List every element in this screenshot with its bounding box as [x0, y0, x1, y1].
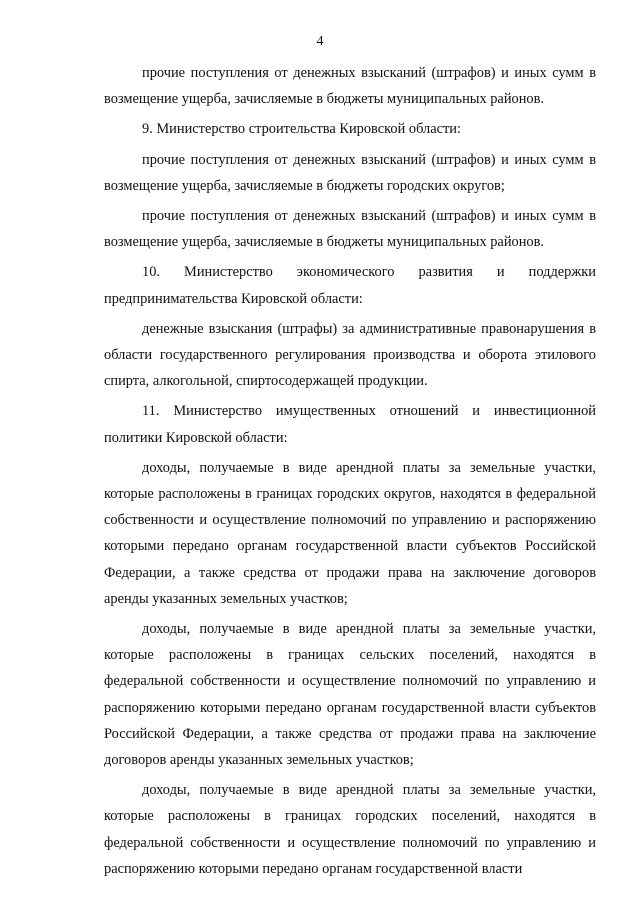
page-number: 4: [316, 34, 324, 49]
paragraph-1: прочие поступления от денежных взысканий (штрафов) и иных сумм в возмещение ущерба, зачисляемые в бюджеты муниципальных районов.: [104, 65, 596, 108]
paragraph-ministry-11: 11. Министерство имущественных отношений и инвестиционной политики Кировской области:: [104, 403, 596, 446]
paragraph-9: доходы, получаемые в виде арендной платы за земельные участки, которые расположены в границах сельских поселений, находятся в федеральной собственности и осуществление полномочий по управлению и распоряжению которыми передано органам государственной власти субъектов Российской Федерации, а также средства от продажи права на заключение договоров аренды указанных земельных участков;: [104, 621, 596, 769]
paragraph-ministry-9: 9. Министерство строительства Кировской области:: [142, 121, 461, 138]
paragraph-4: прочие поступления от денежных взысканий (штрафов) и иных сумм в возмещение ущерба, зачисляемые в бюджеты муниципальных районов.: [104, 208, 596, 251]
paragraph-10: доходы, получаемые в виде арендной платы за земельные участки, которые расположены в границах городских поселений, находятся в федеральной собственности и осуществление полномочий по управлению и распоряжению которыми передано органам государственной власти: [104, 782, 596, 877]
paragraph-8: доходы, получаемые в виде арендной платы за земельные участки, которые расположены в границах городских округов, находятся в федеральной собственности и осуществление полномочий по управлению и распоряжению которыми передано органам государственной власти субъектов Российской Федерации, а также средства от продажи права на заключение договоров аренды указанных земельных участков;: [104, 459, 596, 607]
paragraph-ministry-10: 10. Министерство экономического развития и поддержки предпринимательства Кировской области:: [104, 264, 596, 307]
paragraph-6: денежные взыскания (штрафы) за административные правонарушения в области государственного регулирования производства и оборота этилового спирта, алкогольной, спиртосодержащей продукции.: [104, 320, 596, 390]
paragraph-3: прочие поступления от денежных взысканий (штрафов) и иных сумм в возмещение ущерба, зачисляемые в бюджеты городских округов;: [104, 151, 596, 194]
document-body: [104, 60, 596, 886]
